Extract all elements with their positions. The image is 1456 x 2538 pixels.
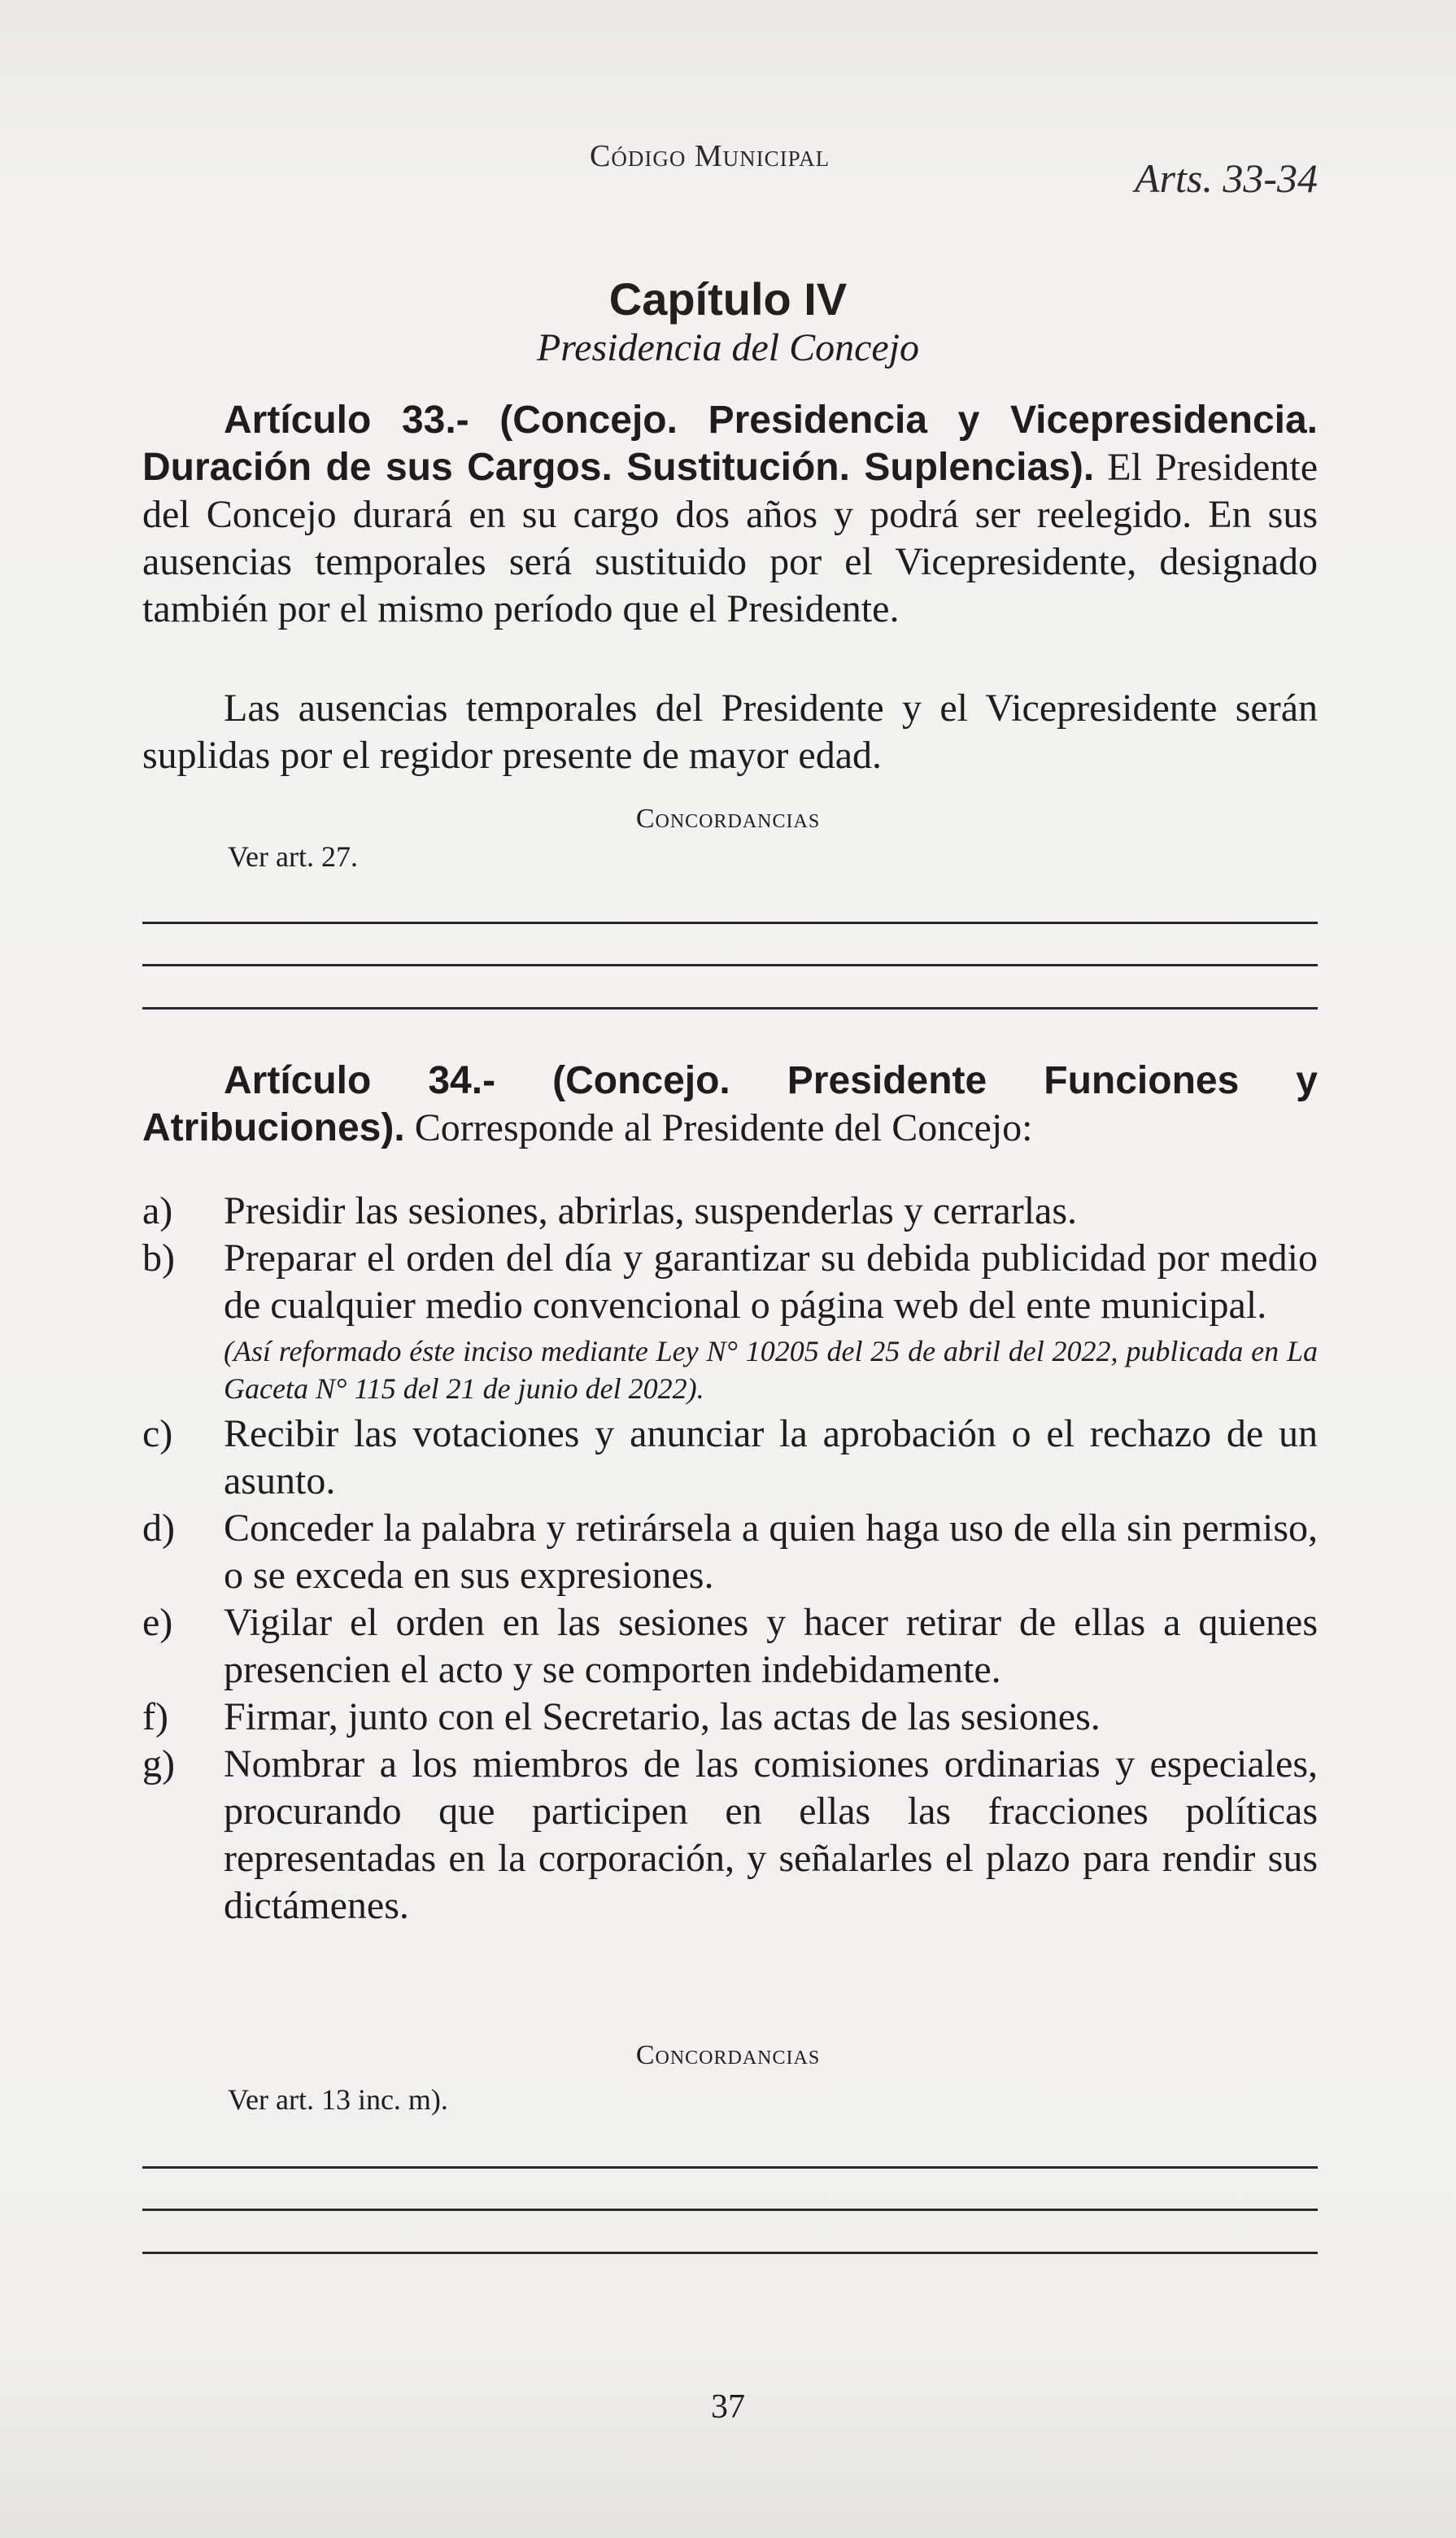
running-header-title: Código Municipal: [590, 139, 830, 173]
chapter-title: Capítulo IV: [608, 273, 848, 325]
article-34-concordancias-heading: Concordancias: [635, 2040, 821, 2070]
note-line: [142, 2252, 1318, 2254]
list-item-text: Nombrar a los miembros de las comisiones ordinarias y especiales, procurando que participen en ellas las fracciones políticas representadas en la corporación, y señalarles el plazo para rendir sus dictámenes.: [224, 1742, 1318, 1927]
article-33-heading: Artículo 33.- (Concejo. Presidencia y Vicepresidencia. Duración de sus Cargos. Sustitución. Suplencias).: [142, 399, 1318, 489]
list-item-text: Conceder la palabra y retirársela a quien haga uso de ella sin permiso, o se exceda en sus expresiones.: [224, 1507, 1318, 1597]
list-item-letter: c): [142, 1412, 173, 1455]
article-33-text: El Presidente del Concejo durará en su cargo dos años y podrá ser reelegido. En sus ausencias temporales será sustituido por el Vicepresidente, designado también por el mismo período que el Presidente.: [142, 446, 1318, 630]
list-item-text: Preparar el orden del día y garantizar su debida publicidad por medio de cualquier medio convencional o página web del ente municipal.: [224, 1236, 1318, 1327]
list-item-letter: a): [142, 1189, 173, 1232]
note-line: [142, 964, 1318, 966]
article-34-concordancias-ref: Ver art. 13 inc. m).: [228, 2083, 448, 2116]
list-item-text: Recibir las votaciones y anunciar la aprobación o el rechazo de un asunto.: [224, 1412, 1318, 1502]
reform-note: (Así reformado éste inciso mediante Ley N° 10205 del 25 de abril del 2022, publicada en La Gaceta N° 115 del 21 de junio del 2022).: [224, 1335, 1318, 1405]
list-item: [142, 1599, 1318, 1694]
list-item-text: Firmar, junto con el Secretario, las actas de las sesiones.: [224, 1695, 1101, 1738]
article-34-text: Corresponde al Presidente del Concejo:: [404, 1106, 1033, 1149]
list-item-letter: g): [142, 1742, 175, 1786]
list-item-text: Presidir las sesiones, abrirlas, suspenderlas y cerrarlas.: [224, 1189, 1078, 1232]
article-33-paragraph: [142, 397, 1318, 633]
list-item-letter: f): [142, 1695, 168, 1738]
article-34-heading: Artículo 34.- (Concejo. Presidente Funciones y Atribuciones).: [142, 1059, 1318, 1149]
page-number: 37: [711, 2388, 745, 2426]
article-34-list: [142, 1188, 1318, 1930]
list-item: [142, 1188, 1318, 1235]
list-item: [142, 1411, 1318, 1505]
list-item-letter: d): [142, 1507, 175, 1550]
note-line: [142, 2166, 1318, 2169]
list-item: [142, 1741, 1318, 1930]
list-item-letter: e): [142, 1601, 173, 1644]
list-item-letter: b): [142, 1236, 175, 1280]
running-header-articles: Arts. 33-34: [1135, 155, 1318, 201]
note-line: [142, 922, 1318, 924]
article-33-concordancias-heading: Concordancias: [635, 804, 821, 834]
article-33-concordancias-ref: Ver art. 27.: [228, 840, 358, 873]
list-item: [142, 1694, 1318, 1741]
article-34-paragraph: [142, 1058, 1318, 1152]
note-line: [142, 2209, 1318, 2211]
article-33: [142, 397, 1318, 633]
chapter-subtitle: Presidencia del Concejo: [536, 326, 920, 369]
list-item: [142, 1235, 1318, 1411]
list-item-body: [224, 1235, 1318, 1411]
list-item-text: Vigilar el orden en las sesiones y hacer retirar de ellas a quienes presencien el acto y se comporten indebidamente.: [224, 1601, 1318, 1691]
note-line: [142, 1007, 1318, 1010]
list-item: [142, 1505, 1318, 1599]
article-33-paragraph-2-text: Las ausencias temporales del Presidente y el Vicepresidente serán suplidas por el regidor presente de mayor edad.: [142, 687, 1318, 777]
article-34: [142, 1058, 1318, 1152]
article-33-paragraph-2: [142, 685, 1318, 779]
